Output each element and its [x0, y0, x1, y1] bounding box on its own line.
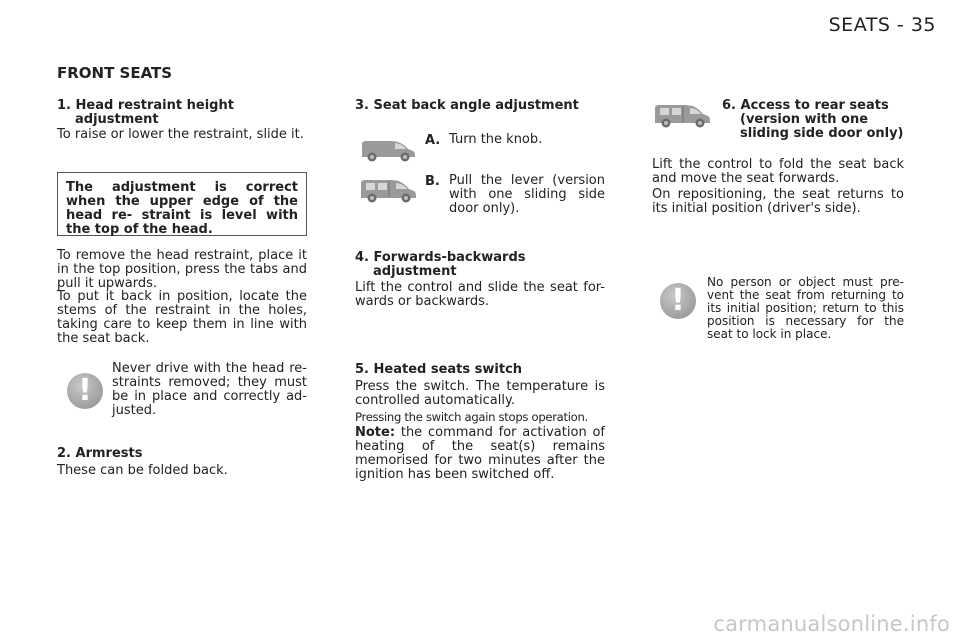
paragraph-stops-operation: Pressing the switch again stops operation. — [355, 410, 588, 424]
heading-number: 6. — [722, 98, 736, 113]
text-a-turn-knob: Turn the knob. — [449, 132, 543, 147]
heading-line1: Access to rear seats — [740, 98, 889, 113]
note-label: Note: — [355, 425, 396, 440]
text-b-line2: with one sliding side — [449, 187, 605, 202]
paragraph-repositioning: On repositioning, the seat returns to its initial position (driver's side). — [652, 187, 904, 216]
van-icon — [358, 134, 418, 164]
text-b-pull-lever — [449, 174, 605, 216]
label-b: B. — [425, 174, 440, 189]
heading-line3: sliding side door only) — [740, 126, 904, 141]
paragraph-remove-restraint: To remove the head restraint, place it in the top position, press the tabs and pull it upwards. — [57, 248, 307, 291]
heading-line2: (version with one — [740, 112, 869, 127]
paragraph-raise-lower: To raise or lower the restraint, slide it. — [57, 127, 304, 142]
heading-armrests: 2. Armrests — [57, 446, 143, 461]
note-box: The adjustment is correct when the upper edge of the head re- straint is level with the top of the head. — [57, 172, 307, 236]
note-text: the command for activation of heating of the seat(s) remains memorised for two minutes after the ignition has been switched off. — [355, 425, 605, 482]
van-sliding-door-icon — [358, 175, 418, 205]
heading-access-rear-seats — [722, 99, 912, 141]
label-a: A. — [425, 133, 441, 148]
watermark: carmanualsonline.info — [713, 612, 950, 636]
text-b-line3: door only). — [449, 201, 520, 216]
heading-forwards-backwards — [355, 251, 526, 279]
paragraph-put-back: To put it back in position, locate the stems of the restraint in the holes, taking care to keep them in line with the seat back. — [57, 289, 307, 346]
warning-head-restraint: Never drive with the head re- straints removed; they must be in place and correctly ad- justed. — [112, 361, 307, 418]
heading-seat-back-angle: 3. Seat back angle adjustment — [355, 98, 579, 113]
paragraph-armrests: These can be folded back. — [57, 463, 228, 478]
text-b-line1: Pull the lever (version — [449, 173, 605, 188]
heading-head-restraint — [57, 99, 307, 127]
warning-seat-return: No person or object must pre- vent the seat from returning to its initial position; return to this position is necessary for the seat to lock in place. — [707, 275, 904, 341]
heading-line2: adjustment — [373, 264, 457, 279]
paragraph-press-switch: Press the switch. The temperature is controlled automatically. — [355, 379, 605, 408]
heading-line1: Forwards-backwards — [373, 250, 526, 265]
heading-number: 1. — [57, 98, 71, 113]
heading-line2: adjustment — [75, 112, 159, 127]
page-header: SEATS - 35 — [828, 14, 936, 36]
exclamation-warning-icon: ! — [660, 283, 696, 319]
heading-number: 4. — [355, 250, 369, 265]
van-sliding-door-icon — [652, 100, 712, 130]
paragraph-note — [355, 426, 605, 482]
section-title: FRONT SEATS — [57, 64, 173, 82]
paragraph-forwards-backwards: Lift the control and slide the seat for- wards or backwards. — [355, 280, 605, 309]
paragraph-lift-control: Lift the control to fold the seat back and move the seat forwards. — [652, 157, 904, 186]
exclamation-warning-icon: ! — [67, 373, 103, 409]
heading-heated-seats: 5. Heated seats switch — [355, 362, 523, 377]
heading-line1: Head restraint height — [75, 98, 234, 113]
